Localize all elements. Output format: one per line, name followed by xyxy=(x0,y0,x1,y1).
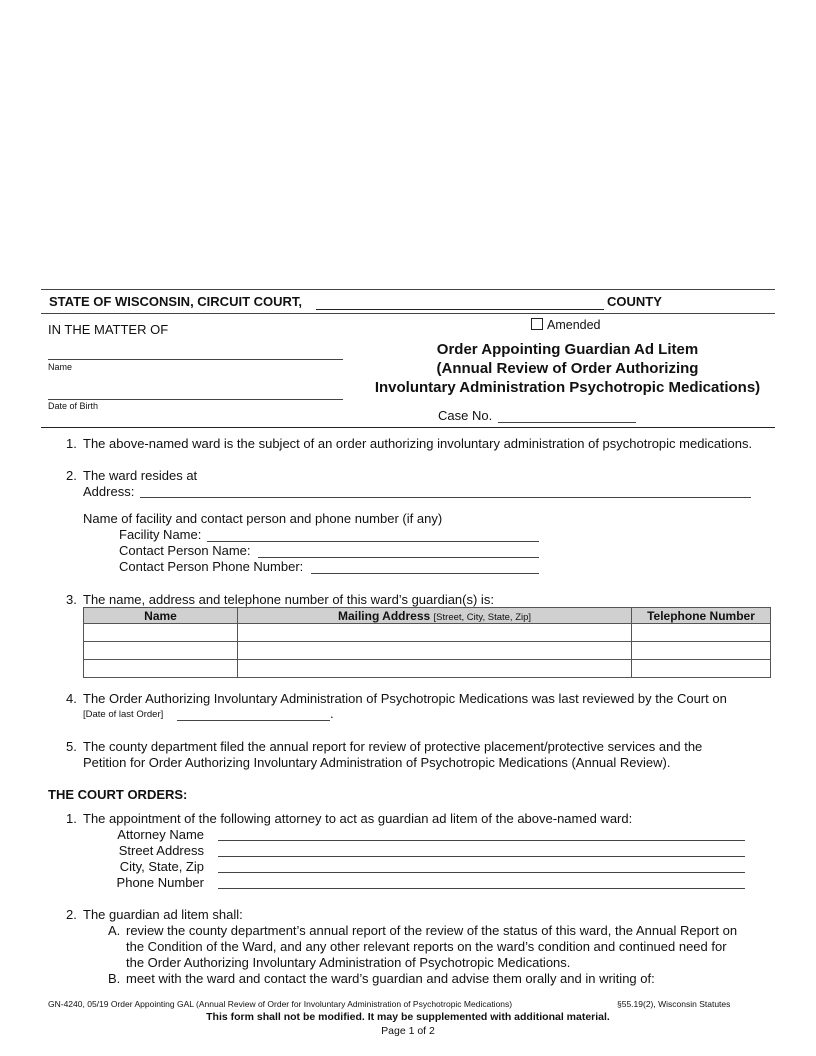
case-no-field[interactable] xyxy=(498,422,636,423)
state-court-label: STATE OF WISCONSIN, CIRCUIT COURT, xyxy=(49,294,303,309)
dob-label: Date of Birth xyxy=(48,401,99,411)
court-orders-heading: THE COURT ORDERS: xyxy=(48,787,188,802)
phone-cell[interactable] xyxy=(632,642,771,660)
name-cell[interactable] xyxy=(84,642,238,660)
address-label: Address: xyxy=(83,484,135,499)
table-row xyxy=(84,660,771,678)
amended-checkbox[interactable] xyxy=(531,318,543,330)
item-4-text: The Order Authorizing Involuntary Administration of Psychotropic Medications was last reviewed by the Court on xyxy=(83,691,727,706)
order-2b-text: meet with the ward and contact the ward’s guardian and advise them orally and in writing of: xyxy=(126,971,655,986)
phone-cell[interactable] xyxy=(632,624,771,642)
order-2a-line-1: review the county department’s annual report of the review of the status of this ward, the Annual Report on xyxy=(126,923,738,938)
header-bottom-rule xyxy=(41,427,775,428)
item-4-period: . xyxy=(330,706,334,721)
col-phone-header: Telephone Number xyxy=(632,608,771,624)
order-2-text: The guardian ad litem shall: xyxy=(83,907,243,922)
order-1-number: 1. xyxy=(66,811,77,826)
item-3-text: The name, address and telephone number of this ward’s guardian(s) is: xyxy=(83,592,494,607)
last-order-date-label: [Date of last Order] xyxy=(83,709,164,720)
contact-name-label: Contact Person Name: xyxy=(119,543,251,558)
attorney-name-field[interactable] xyxy=(218,840,745,841)
header-rule-2 xyxy=(41,313,775,314)
item-2-text: The ward resides at xyxy=(83,468,198,483)
item-5-number: 5. xyxy=(66,739,77,754)
phone-number-field[interactable] xyxy=(218,888,745,889)
table-row xyxy=(84,624,771,642)
address-field[interactable] xyxy=(140,497,751,498)
address-cell[interactable] xyxy=(238,624,632,642)
facility-intro: Name of facility and contact person and phone number (if any) xyxy=(83,511,443,526)
item-1-number: 1. xyxy=(66,436,77,451)
item-3-number: 3. xyxy=(66,592,77,607)
name-cell[interactable] xyxy=(84,624,238,642)
form-id: GN-4240, 05/19 Order Appointing GAL (Annual Review of Order for Involuntary Administration of Psychotropic Medications) xyxy=(48,999,513,1009)
phone-cell[interactable] xyxy=(632,660,771,678)
title-line-2: (Annual Review of Order Authorizing xyxy=(436,360,699,377)
address-cell[interactable] xyxy=(238,660,632,678)
item-2-number: 2. xyxy=(66,468,77,483)
page-number: Page 1 of 2 xyxy=(381,1025,435,1037)
in-matter-label: IN THE MATTER OF xyxy=(48,322,169,337)
order-2-number: 2. xyxy=(66,907,77,922)
city-state-zip-label: City, State, Zip xyxy=(119,859,204,874)
col-address-hint: [Street, City, State, Zip] xyxy=(433,611,532,623)
name-field[interactable] xyxy=(48,359,343,360)
amended-label: Amended xyxy=(547,318,601,332)
case-no-label: Case No. xyxy=(438,408,493,423)
header-top-rule xyxy=(41,289,775,290)
statute-ref: §55.19(2), Wisconsin Statutes xyxy=(617,999,731,1009)
contact-name-field[interactable] xyxy=(258,557,539,558)
amended-checkbox-wrap[interactable] xyxy=(531,318,601,332)
phone-number-label: Phone Number xyxy=(116,875,204,890)
col-address-label: Mailing Address xyxy=(337,608,431,623)
county-label: COUNTY xyxy=(607,294,662,309)
facility-name-field[interactable] xyxy=(207,541,539,542)
item-4-number: 4. xyxy=(66,691,77,706)
col-name-header: Name xyxy=(84,608,238,624)
street-address-label: Street Address xyxy=(118,843,204,858)
order-2b-letter: B. xyxy=(108,971,121,986)
col-address-header xyxy=(238,608,632,624)
last-order-date-field[interactable] xyxy=(177,720,330,721)
item-1-text: The above-named ward is the subject of an order authorizing involuntary administration of psychotropic medications. xyxy=(83,436,753,451)
footer-notice: This form shall not be modified. It may be supplemented with additional material. xyxy=(206,1011,610,1023)
dob-field[interactable] xyxy=(48,399,343,400)
guardian-table xyxy=(83,607,771,678)
title-line-1: Order Appointing Guardian Ad Litem xyxy=(436,341,699,358)
table-header-row xyxy=(84,608,771,624)
name-cell[interactable] xyxy=(84,660,238,678)
attorney-name-label: Attorney Name xyxy=(117,827,204,842)
contact-phone-label: Contact Person Phone Number: xyxy=(119,559,304,574)
name-label: Name xyxy=(48,362,73,372)
order-2a-letter: A. xyxy=(108,923,121,938)
street-address-field[interactable] xyxy=(218,856,745,857)
title-line-3: Involuntary Administration Psychotropic Medications) xyxy=(374,379,761,396)
table-row xyxy=(84,642,771,660)
item-5-line-2: Petition for Order Authorizing Involuntary Administration of Psychotropic Medications (Annual Review). xyxy=(83,755,671,770)
item-5-line-1: The county department filed the annual report for review of protective placement/protective services and the xyxy=(83,739,703,754)
contact-phone-field[interactable] xyxy=(311,573,539,574)
order-1-text: The appointment of the following attorney to act as guardian ad litem of the above-named ward: xyxy=(83,811,633,826)
address-cell[interactable] xyxy=(238,642,632,660)
city-state-zip-field[interactable] xyxy=(218,872,745,873)
page-title xyxy=(350,340,785,397)
facility-name-label: Facility Name: xyxy=(119,527,202,542)
county-field[interactable] xyxy=(316,309,604,310)
order-2a-line-2: the Condition of the Ward, and any other relevant reports on the ward’s condition and continued need for xyxy=(126,939,727,954)
order-2a-line-3: the Order Authorizing Involuntary Administration of Psychotropic Medications. xyxy=(126,955,571,970)
